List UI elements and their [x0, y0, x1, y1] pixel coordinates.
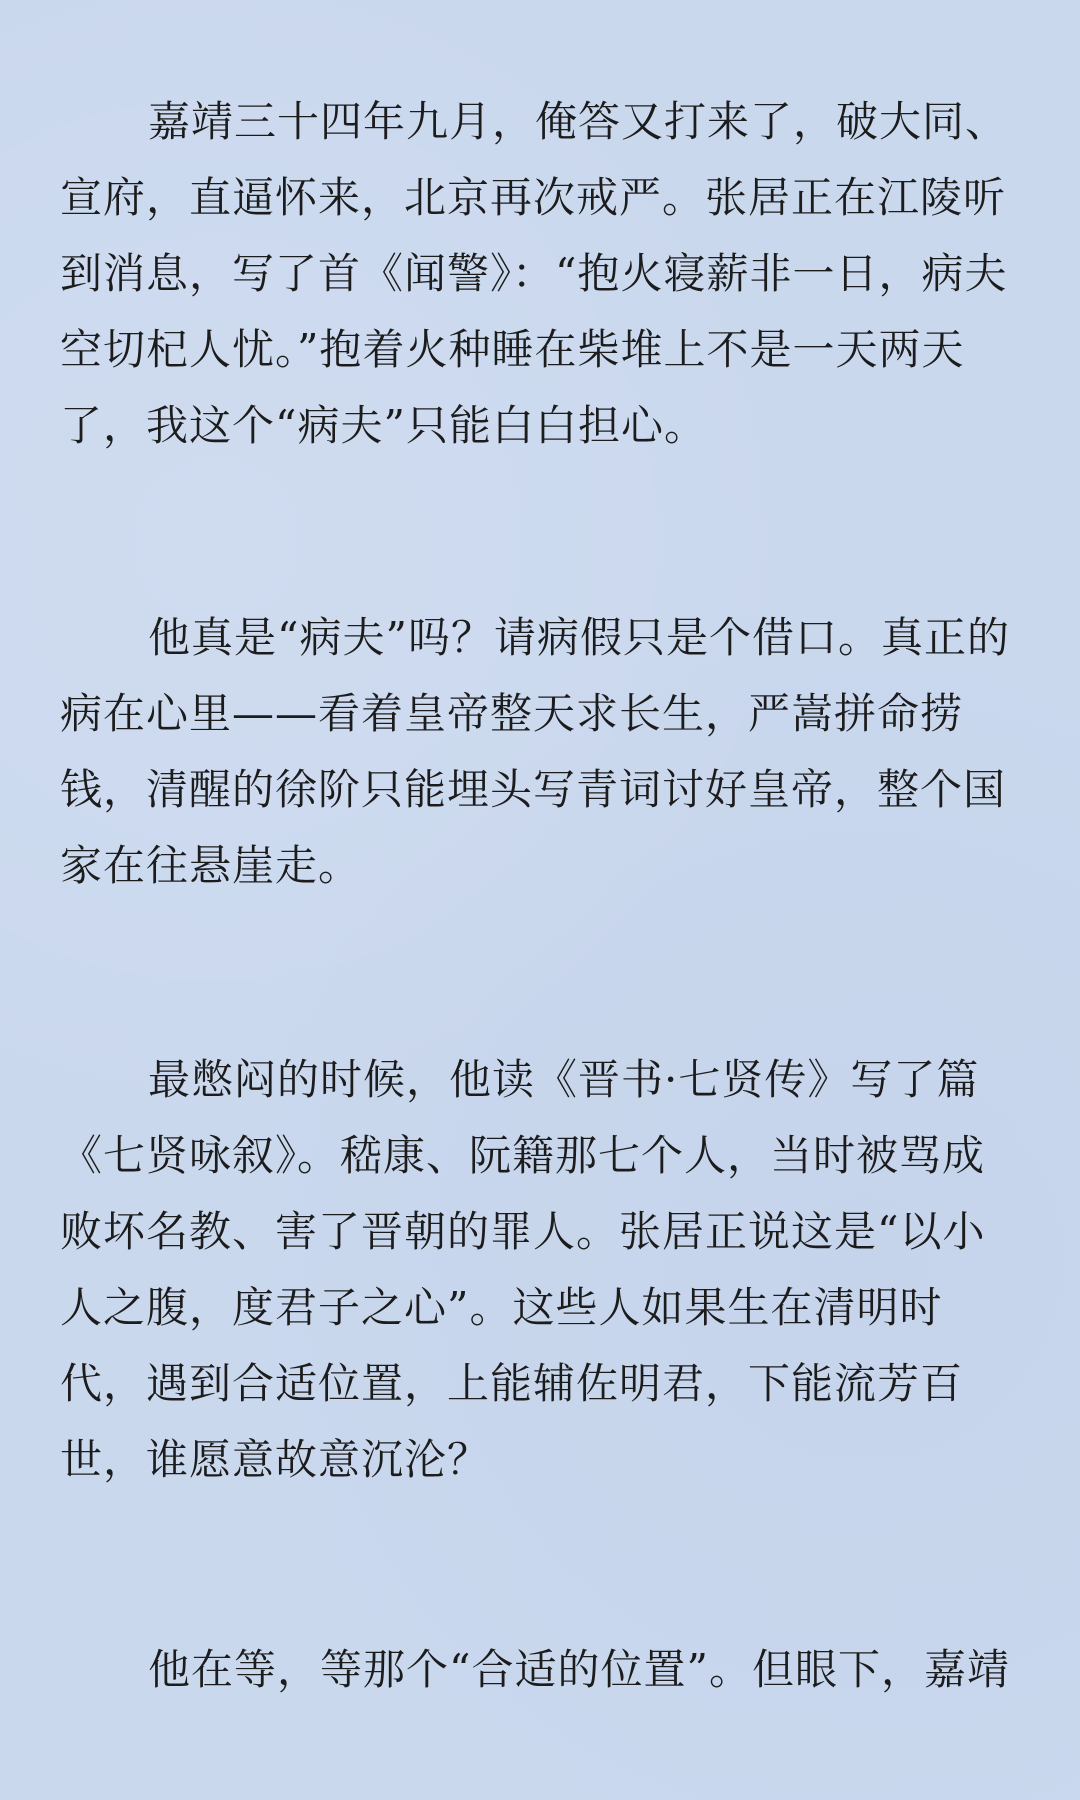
paragraph-3: 最憋闷的时候，他读《晋书·七贤传》写了篇《七贤咏叙》。嵇康、阮籍那七个人，当时被骂成败坏名教、害了晋朝的罪人。张居正说这是“以小人之腹，度君子之心”。这些人如果生在清明时代，遇到合适位置，上能辅佐明君，下能流芳百世，谁愿意故意沉沦？ [60, 1055, 986, 1484]
paragraph-2: 他真是“病夫”吗？请病假只是个借口。真正的病在心里——看着皇帝整天求长生，严嵩拼命捞钱，清醒的徐阶只能埋头写青词讨好皇帝，整个国家在往悬崖走。 [60, 613, 1010, 890]
paragraph-1: 嘉靖三十四年九月，俺答又打来了，破大同、宣府，直逼怀来，北京再次戒严。张居正在江陵听到消息，写了首《闻警》：“抱火寝薪非一日，病夫空切杞人忧。”抱着火种睡在柴堆上不是一天两天了，我这个“病夫”只能白白担心。 [60, 97, 1009, 450]
paragraph-4: 他在等，等那个“合适的位置”。但眼下，嘉靖 [148, 1645, 1010, 1694]
